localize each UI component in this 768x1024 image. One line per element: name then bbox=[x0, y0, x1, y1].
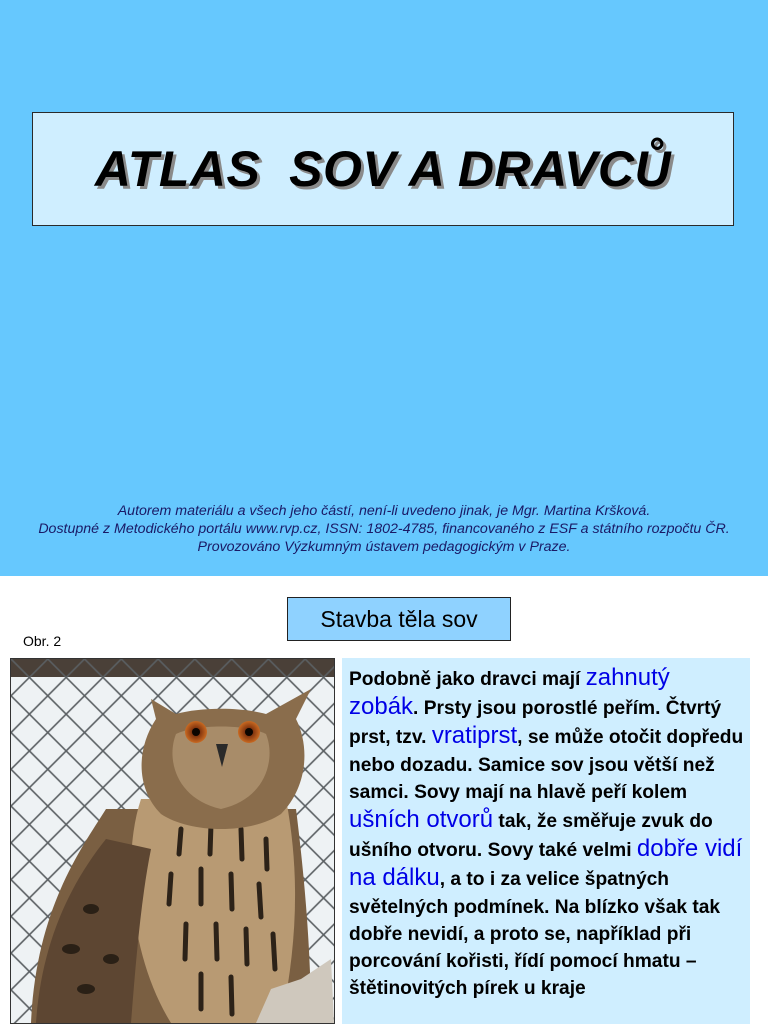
highlight-term: ušních otvorů bbox=[349, 806, 494, 834]
section-heading: Stavba těla sov bbox=[287, 597, 511, 641]
text-segment: tak, že směřuje zvuk do ušního otvoru. Sovy také velmi bbox=[349, 811, 713, 862]
text-segment: . Prsty jsou porostlé peřím. Čtvrtý prst, tzv. bbox=[349, 698, 722, 749]
figure-label: Obr. 2 bbox=[23, 633, 62, 649]
text-segment: , a to i za velice špatných světelných podmínek. Na blízko však tak dobře nevidí, a proto se, například při porcování kořisti, řídí pomocí hmatu – štětinovitých pírek u kraje bbox=[349, 869, 721, 1000]
text-segment: Podobně jako dravci mají bbox=[349, 669, 586, 690]
owl-anatomy-slide bbox=[0, 576, 768, 1024]
slide-title: ATLAS SOV A DRAVCŮ bbox=[94, 141, 672, 197]
highlight-term: zahnutý zobák bbox=[349, 664, 670, 721]
highlight-term: dobře vidí na dálku bbox=[349, 835, 743, 892]
credits bbox=[0, 502, 768, 556]
credit-line: Autorem materiálu a všech jeho částí, není-li uvedeno jinak, je Mgr. Martina Kršková. bbox=[117, 503, 651, 519]
title-box bbox=[32, 112, 734, 226]
description-text bbox=[342, 658, 750, 1024]
eagle-owl-photo bbox=[10, 658, 335, 1024]
credit-line: Provozováno Výzkumným ústavem pedagogickým v Praze. bbox=[197, 539, 571, 555]
owl-illustration bbox=[11, 659, 334, 1023]
credit-line: Dostupné z Metodického portálu www.rvp.cz, ISSN: 1802-4785, financovaného z ESF a státního rozpočtu ČR. bbox=[38, 521, 730, 537]
text-segment: , se může otočit dopředu nebo dozadu. Samice sov jsou větší než samci. Sovy mají na hlavě peří kolem bbox=[349, 727, 744, 803]
highlight-term: vratiprst bbox=[431, 722, 518, 750]
